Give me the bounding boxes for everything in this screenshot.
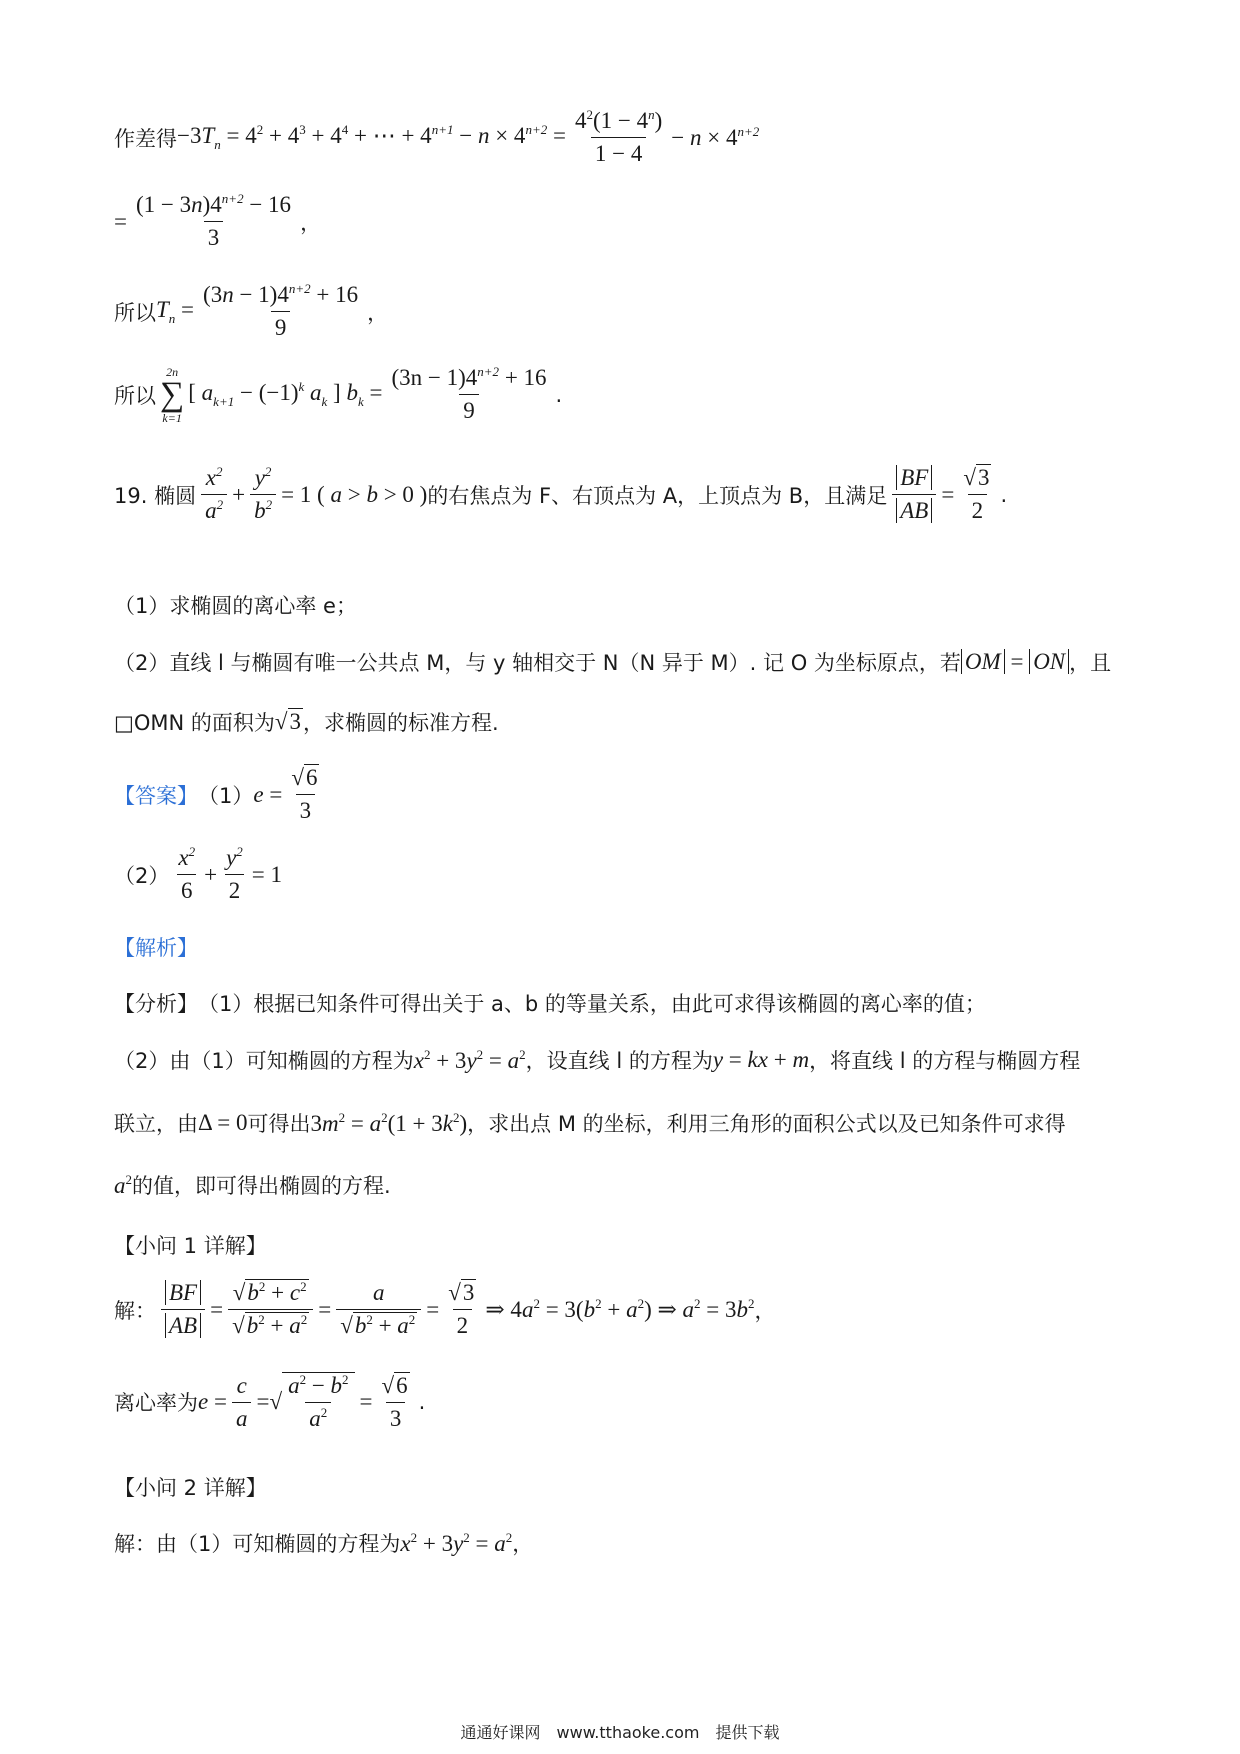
text: ， [512, 1532, 534, 1556]
fenxi-1 [114, 988, 986, 1018]
answer-1: 【答案】 （1） e = $\frac{√6}{3}$ [114, 765, 318, 824]
text: 作差得 [114, 126, 177, 151]
text: （1）求椭圆的离心率 e； [114, 594, 357, 618]
text: 的右焦点为 F、右顶点为 A，上顶点为 B，且满足 [427, 483, 888, 508]
text: . [555, 382, 563, 407]
text: 所以 [114, 300, 156, 325]
text: （2）直线 l 与椭圆有唯一公共点 M，与 y 轴相交于 N（N 异于 M）. 记 O 为坐标原点，若 [114, 651, 961, 675]
text: 【分析】 [114, 992, 198, 1016]
answer-2: （2） $\frac{x^2}{6}$ + $\frac{y^2}{2}$ = 1 [114, 844, 283, 904]
fenxi-3: 联立，由 Δ = 0 可得出 $3m^2 = a^2(1 + 3k^2)$ ，求出点 M 的坐标，利用三角形的面积公式以及已知条件可求得 [114, 1109, 1066, 1136]
text: . [1000, 482, 1008, 507]
sub2-tag [114, 1472, 267, 1502]
text: （1）根据已知条件可得出关于 a、b 的等量关系，由此可求得该椭圆的离心率的值； [198, 992, 986, 1016]
sub1-solution: 解： $\frac{BF}{AB}$ = $\frac{√b^2 + c^2}{√b^2 + a^2}$ = $\frac{a}{√b^2 + a^2}$ = $\frac{√3}{2}$ ⇒ $4a^2 = 3(b^2 + a^2)$ ⇒ $a^2 = 3b^2$ ， [114, 1279, 776, 1339]
sub1-tag [114, 1230, 267, 1260]
text: 【小问 1 详解】 [114, 1234, 267, 1258]
text: 所以 [114, 383, 156, 408]
text: . [418, 1390, 426, 1415]
text: ， [300, 210, 322, 235]
text: ，设直线 l 的方程为 [525, 1049, 713, 1073]
analysis-tag [114, 932, 198, 962]
text: 离心率为 [114, 1391, 198, 1416]
text: ，求出点 M 的坐标，利用三角形的面积公式以及已知条件可求得 [467, 1112, 1066, 1136]
text: □OMN 的面积为 [114, 711, 275, 735]
text: （2）由（1）可知椭圆的方程为 [114, 1049, 414, 1073]
text: 可得出 [247, 1112, 311, 1136]
question-19-part2: （2）直线 l 与椭圆有唯一公共点 M，与 y 轴相交于 N（N 异于 M）. 记 O 为坐标原点，若 OM = ON ，且 [114, 649, 1112, 675]
question-19-part1 [114, 590, 357, 620]
question-19: 19. 椭圆 $\frac{x^2}{a^2}$ + $\frac{y^2}{b^2}$ = 1 ( a > b > 0 ) 的右焦点为 F、右顶点为 A，上顶点为 B，且满足 $\frac{BF}{AB}$ = $\frac{√3}{2}$ . [114, 464, 1008, 524]
difference-equation: 作差得 $-3T_n = 4^2 + 4^3 + 4^4$ + ⋯ + $4^{n+1} - n \times 4^{n+2}$ = $\frac{4^2(1 - 4^n)}{1 - 4}$ − $n \times 4^{n+2}$ [114, 107, 760, 167]
text: 解：由（1）可知椭圆的方程为 [114, 1532, 401, 1556]
text: 19. 椭圆 [114, 483, 197, 508]
text: 的值，即可得出椭圆的方程. [132, 1174, 391, 1198]
answer-tag: 【答案】 [114, 783, 198, 808]
fenxi-4: $a^2$ 的值，即可得出椭圆的方程. [114, 1171, 391, 1198]
text: 解： [114, 1298, 156, 1323]
text: ， [754, 1298, 776, 1323]
difference-result: = $\frac{(1 - 3n)4^{n+2} - 16}{3}$ ， [114, 191, 322, 251]
footer: 通通好课网 www.tthaoke.com 提供下载 [460, 1723, 780, 1742]
text: （2） [114, 863, 170, 888]
fenxi-2: （2）由（1）可知椭圆的方程为 $x^2 + 3y^2 = a^2$ ，设直线 l 的方程为 y = kx + m ，将直线 l 的方程与椭圆方程 [114, 1046, 1081, 1073]
tn-result: 所以 $T_n$ = $\frac{(3n - 1)4^{n+2} + 16}{9}$ ， [114, 281, 389, 341]
text: 【小问 2 详解】 [114, 1476, 267, 1500]
text: （1） [198, 783, 254, 808]
text: ，且 [1069, 651, 1112, 675]
question-19-part2-cont: □OMN 的面积为 √3 ，求椭圆的标准方程. [114, 709, 499, 735]
text: ， [367, 300, 389, 325]
text: ，求椭圆的标准方程. [303, 711, 499, 735]
eccentricity: 离心率为 e = $\frac{c}{a}$ = √ $\frac{a^2 - b^2}{a^2}$ = $\frac{√6}{3}$ . [114, 1372, 426, 1432]
sum-result: 所以 2n ∑ k=1 [ $a_{k+1} - (-1)^k$ $a_k$ ] $b_k$ = $\frac{(3n - 1)4^{n+2} + 16}{9}$ . [114, 364, 563, 425]
text: 联立，由 [114, 1112, 198, 1136]
text: 【解析】 [114, 936, 198, 960]
text: ，将直线 l 的方程与椭圆方程 [809, 1049, 1081, 1073]
sub2-solution: 解：由（1）可知椭圆的方程为 $x^2 + 3y^2 = a^2$ ， [114, 1529, 534, 1556]
